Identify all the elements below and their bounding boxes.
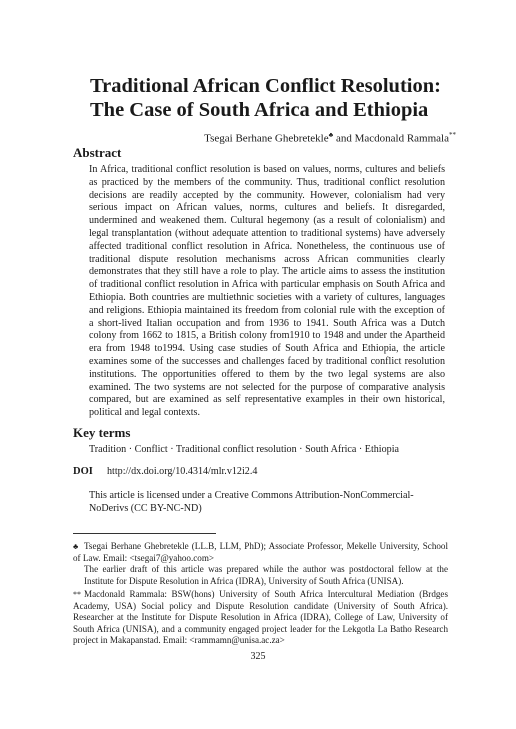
footnote-1 (73, 541, 448, 587)
page-number: 325 (250, 651, 266, 662)
key-terms-heading: Key terms (73, 425, 131, 440)
article-title (90, 74, 490, 122)
title-line-2: The Case of South Africa and Ethiopia (90, 99, 429, 121)
footnote-1-note: The earlier draft of this article was prepared while the author was postdoctoral fellow at the Institute for Dispute Resolution in Africa (IDRA), University of South Africa (UNISA). (84, 564, 448, 586)
footnote-2 (73, 589, 448, 647)
footnote-divider (73, 533, 216, 534)
author-1-footnote-mark[interactable]: ♣ (328, 131, 334, 139)
doi-link[interactable]: http://dx.doi.org/10.4314/mlr.v12i2.4 (107, 466, 258, 477)
title-line-1: Traditional African Conflict Resolution: (90, 75, 441, 97)
footnote-1-mark: ♣ (73, 542, 79, 551)
footnote-2-text: Macdonald Rammala: BSW(hons) University of South Africa Intercultural Mediation (Brdges Academy, USA) Social policy and Dispute Resolution candidate (University of South Africa). Researcher at the Institute for Dispute Resolution in Africa (IDRA), College of Law, University of South Africa (UNISA), and a community engaged project leader for the Lekgotla La Batho Research project in Makapanstad. Email: <rammamn@unisa.ac.za> (73, 589, 448, 645)
author-line (204, 128, 456, 146)
key-terms-list: Tradition · Conflict · Traditional conflict resolution · South Africa · Ethiopia (89, 444, 399, 455)
author-1-name: Tsegai Berhane Ghebretekle (204, 132, 329, 145)
abstract-heading: Abstract (73, 145, 122, 160)
author-2-footnote-mark[interactable]: ** (449, 131, 456, 139)
footnote-1-text: Tsegai Berhane Ghebretekle (LL.B, LLM, PhD); Associate Professor, Mekelle University, School of Law. Email: <tsegai7@yahoo.com> (73, 541, 448, 563)
doi-label: DOI (73, 466, 93, 477)
license-notice: This article is licensed under a Creative Commons Attribution-NonCommercial-NoDerivs (CC BY-NC-ND) (89, 490, 414, 514)
abstract-text: In Africa, traditional conflict resolution is based on values, norms, cultures and beliefs as practiced by the members of the community. Thus, traditional conflict resolution decisions are readily accepted by the community. However, colonialism had very serious impact on African values, norms, cultures and beliefs. It disregarded, undermined and weakened them. Cultural hegemony (as a result of colonialism) and legal transplantation (without adequate attention to traditional systems) have adversely affected traditional conflict resolution in Africa. Nonetheless, the continuous use of traditional dispute resolution mechanisms across African communities clearly demonstrates that they still have a role to play. The article aims to assess the institution of traditional conflict resolution in Africa with particular emphasis on South Africa and Ethiopia. Both countries are multiethnic societies with a variety of cultures, languages and religions. Ethiopia maintained its freedom from colonial rule with the exception of a short-lived Italian occupation and from 1936 to 1941. South Africa was a Dutch colony from 1662 to 1815, a British colony from1910 to 1948 and under the Apartheid era from 1948 to1994. Using case studies of South Africa and Ethiopia, the article examines some of the successes and challenges faced by traditional conflict resolution institutions. The opportunities offered to them by the two legal systems are also examined. The two systems are not selected for the purpose of comparative analysis compared, but are examined as self representative examples in their own historical, political and legal contexts. (89, 164, 445, 419)
author-2-name: and Macdonald Rammala (333, 132, 449, 145)
footnote-2-mark: ** (73, 590, 81, 599)
